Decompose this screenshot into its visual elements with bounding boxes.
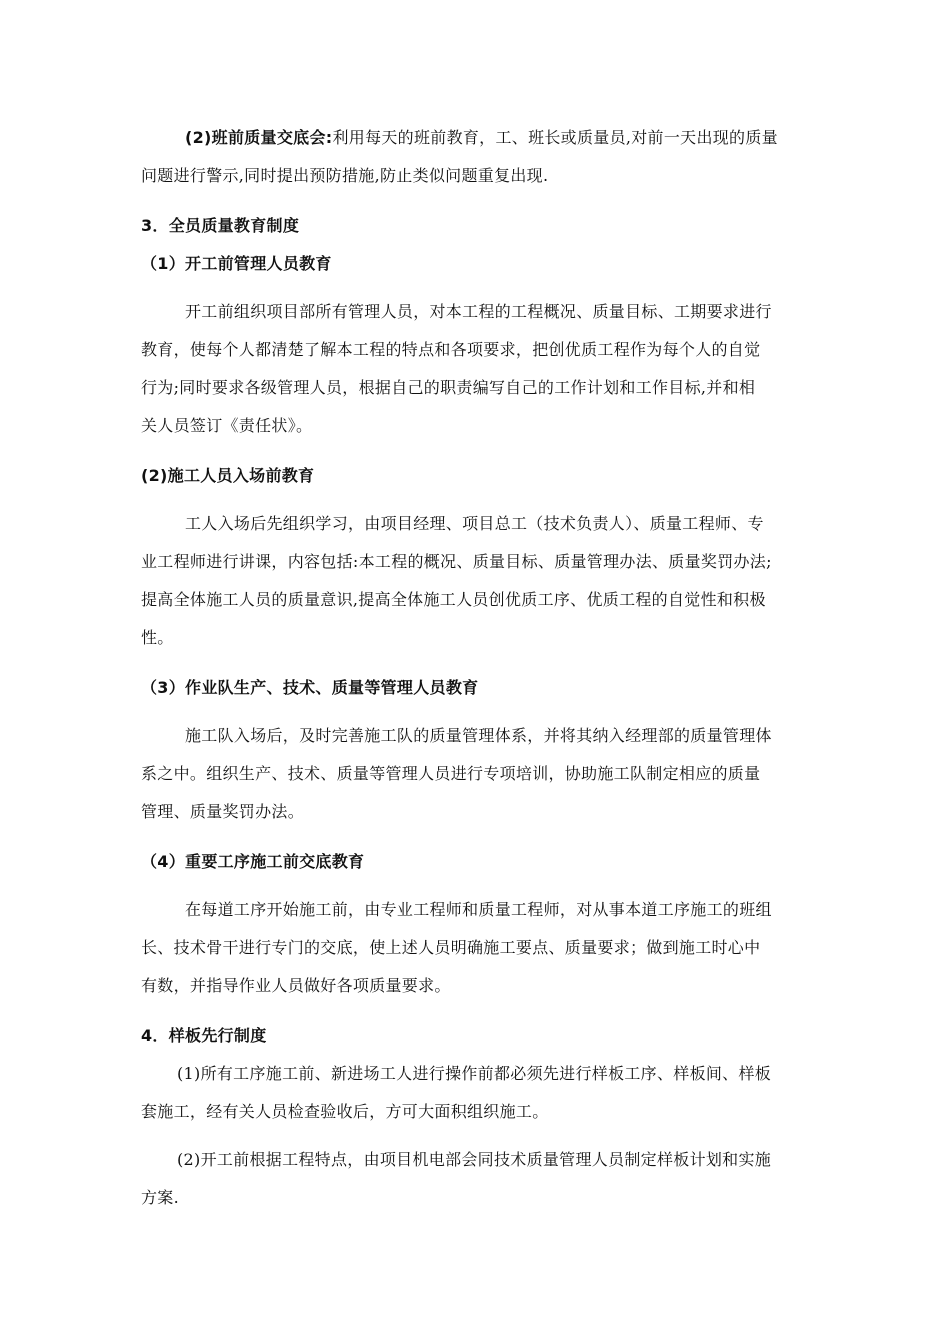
section-4-item-1-line-1: (1)所有工序施工前、新进场工人进行操作前都必须先进行样板工序、样板间、样板 (177, 1064, 772, 1083)
section-3-3-line-1: 施工队入场后，及时完善施工队的质量管理体系，并将其纳入经理部的质量管理体 (185, 726, 772, 745)
section-3-2-heading: (2)施工人员入场前教育 (141, 466, 315, 485)
section-3-1-line-1: 开工前组织项目部所有管理人员，对本工程的工程概况、质量目标、工期要求进行 (185, 302, 772, 321)
section-3-1-line-2: 教育，使每个人都清楚了解本工程的特点和各项要求，把创优质工程作为每个人的自觉 (141, 340, 761, 359)
section-4-item-1-line-2: 套施工，经有关人员检查验收后，方可大面积组织施工。 (141, 1102, 549, 1121)
section-3-1-line-4: 关人员签订《责任状》。 (141, 416, 313, 435)
section-3-1-line-3: 行为;同时要求各级管理人员，根据自己的职责编写自己的工作计划和工作目标,并和相 (141, 378, 756, 397)
quality-briefing-label: (2)班前质量交底会: (185, 128, 333, 147)
section-3-3-line-2: 系之中。组织生产、技术、质量等管理人员进行专项培训，协助施工队制定相应的质量 (141, 764, 761, 783)
section-3-4-line-3: 有数，并指导作业人员做好各项质量要求。 (141, 976, 451, 995)
section-3-2-line-2: 业工程师进行讲课，内容包括:本工程的概况、质量目标、质量管理办法、质量奖罚办法; (141, 552, 772, 571)
section-3-2-line-1: 工人入场后先组织学习，由项目经理、项目总工（技术负责人）、质量工程师、专 (185, 514, 764, 533)
section-3-3-line-3: 管理、质量奖罚办法。 (141, 802, 305, 821)
section-3-heading: 3．全员质量教育制度 (141, 216, 300, 235)
section-4-item-2-line-1: (2)开工前根据工程特点，由项目机电部会同技术质量管理人员制定样板计划和实施 (177, 1150, 772, 1169)
section-3-4-line-1: 在每道工序开始施工前，由专业工程师和质量工程师，对从事本道工序施工的班组 (185, 900, 772, 919)
quality-briefing-line-2: 问题进行警示,同时提出预防措施,防止类似问题重复出现. (141, 166, 549, 185)
quality-briefing-line-1 (185, 128, 778, 148)
section-3-2-line-3: 提高全体施工人员的质量意识,提高全体施工人员创优质工序、优质工程的自觉性和积极 (141, 590, 766, 609)
section-3-3-heading: （3）作业队生产、技术、质量等管理人员教育 (141, 678, 479, 697)
section-3-2-line-4: 性。 (141, 628, 174, 647)
section-4-item-2-line-2: 方案. (141, 1188, 179, 1207)
quality-briefing-text-1: 利用每天的班前教育，工、班长或质量员,对前一天出现的质量 (332, 128, 778, 147)
section-3-1-heading: （1）开工前管理人员教育 (141, 254, 332, 273)
section-3-4-line-2: 长、技术骨干进行专门的交底，使上述人员明确施工要点、质量要求；做到施工时心中 (141, 938, 761, 957)
section-3-4-heading: （4）重要工序施工前交底教育 (141, 852, 365, 871)
section-4-heading: 4．样板先行制度 (141, 1026, 267, 1045)
